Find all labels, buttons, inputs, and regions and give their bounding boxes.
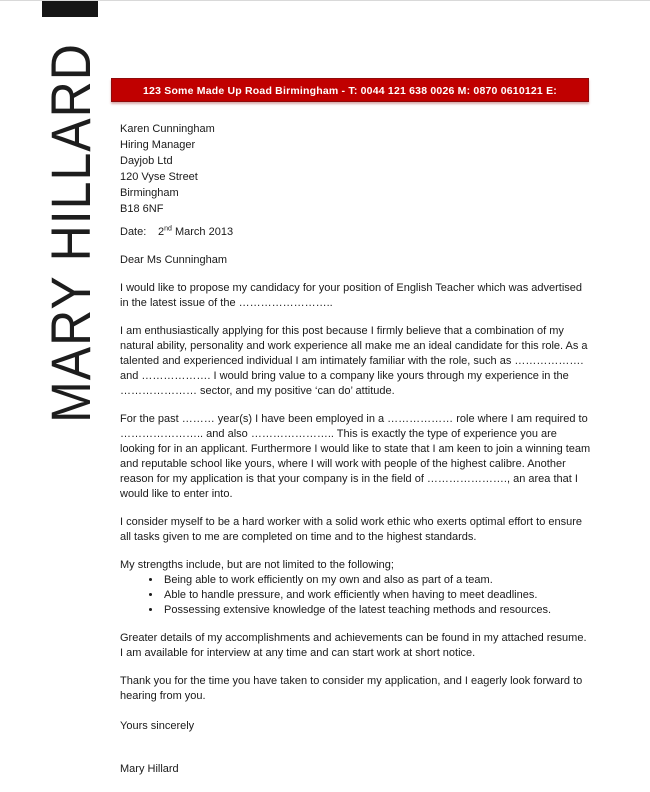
- salutation: Dear Ms Cunningham: [120, 254, 227, 266]
- signature-name: Mary Hillard: [120, 763, 179, 775]
- recipient-title: Hiring Manager: [120, 139, 196, 151]
- paragraph-work-ethic: I consider myself to be a hard worker with a solid work ethic who exerts optimal effort to ensure all tasks given to me are completed on time and to the highest standards.: [120, 516, 583, 543]
- date-value: 2nd March 2013: [158, 225, 234, 238]
- recipient-company: Dayjob Ltd: [120, 155, 173, 167]
- paragraph-experience: For the past ……… year(s) I have been employed in a ……………… role where I am required to ………………….. and also ………………….. This is exactly the type of experience you are looking for in an applicant. Furthermore I would like to state that I am keen to join a winning team and reputable school like yours, where I will work with people of the highest calibre. Another reason for my application is that your company is in the field of …………………., an area that I would like to enter into.: [120, 413, 591, 500]
- paragraph-motivation: I am enthusiastically applying for this post because I firmly believe that a combination of my natural ability, personality and work experience all make me an ideal candidate for this role. As a talented and experienced individual I am intimately familiar with the role, such as ………………. and ………………. I would bring value to a company like yours through my experience in the ………………… sector, and my positive ‘can do’ attitude.: [120, 325, 588, 397]
- recipient-city: Birmingham: [120, 187, 179, 199]
- contact-info-bar: 123 Some Made Up Road Birmingham - T: 0044 121 638 0026 M: 0870 0610121 E: info@dayjob.com: [111, 78, 589, 102]
- strength-item: • Able to handle pressure, and work efficiently when having to meet deadlines.: [162, 588, 592, 603]
- recipient-address-block: [120, 121, 592, 217]
- strengths-intro: My strengths include, but are not limited to the following;: [120, 559, 394, 571]
- paragraph-thanks: Thank you for the time you have taken to consider my application, and I eagerly look forward to hearing from you.: [120, 675, 583, 702]
- strength-item: • Possessing extensive knowledge of the latest teaching methods and resources.: [162, 603, 592, 618]
- recipient-name: Karen Cunningham: [120, 123, 215, 135]
- signoff: Yours sincerely: [120, 720, 195, 732]
- letter-body: [120, 121, 592, 777]
- paragraph-intro: I would like to propose my candidacy for your position of English Teacher which was advertised in the latest issue of the ……………………..: [120, 282, 583, 309]
- date-row: [120, 225, 592, 240]
- recipient-street: 120 Vyse Street: [120, 171, 198, 183]
- strength-item: • Being able to work efficiently on my own and also as part of a team.: [162, 573, 592, 588]
- date-ordinal: nd: [164, 225, 172, 233]
- date-label: Date:: [120, 226, 147, 238]
- recipient-postcode: B18 6NF: [120, 203, 164, 215]
- applicant-name-vertical: MARY HILLARD: [39, 43, 103, 423]
- top-left-black-accent: [42, 1, 98, 17]
- paragraph-availability: Greater details of my accomplishments and achievements can be found in my attached resume. I am available for interview at any time and can start work at short notice.: [120, 632, 587, 659]
- strengths-list: [120, 573, 592, 618]
